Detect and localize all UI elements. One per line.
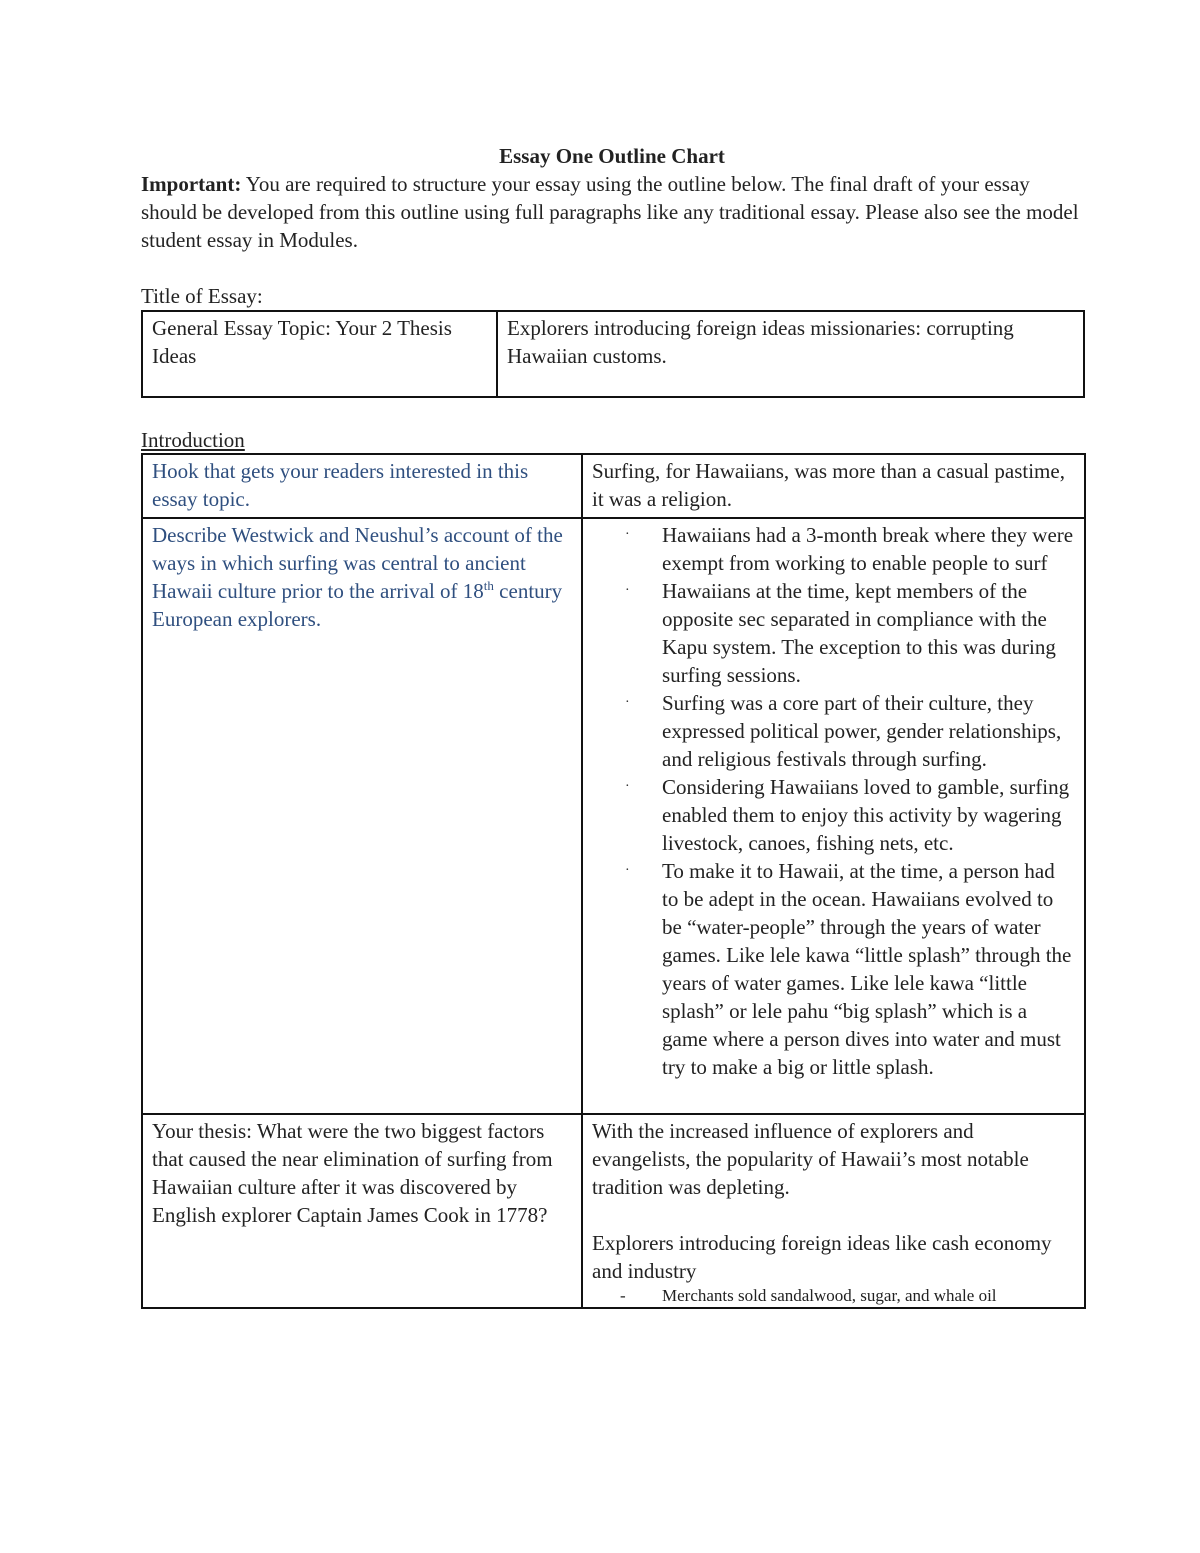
list-item [625,577,1075,689]
bullet-icon: · [625,779,630,794]
ordinal-suffix: th [483,578,494,593]
bullet-icon: · [625,695,630,710]
document-title: Essay One Outline Chart [499,144,725,168]
thesis-answer-paragraph-2: Explorers introducing foreign ideas like cash economy and industry [592,1231,1052,1283]
topic-table [141,310,1085,398]
list-item [625,857,1075,1081]
bullet-icon: · [625,863,630,878]
describe-prompt-text-end: century European explorers. [152,579,563,631]
important-text: You are required to structure your essay using the outline below. The final draft of your essay should be developed from this outline using full paragraphs like any traditional essay. Please also see the model student essay in Modules. [141,172,1079,252]
table-row [142,1114,1085,1308]
list-item [625,521,1075,577]
bullet-text: To make it to Hawaii, at the time, a person had to be adept in the ocean. Hawaiians evolved to be “water-people” through the years of water games. Like lele kawa “little splash” through the years of water games. Like lele kawa “little splash” or lele pahu “big splash” which is a game where a person dives into water and must try to make a big or little splash. [662,859,1072,1079]
bullet-text: Hawaiians had a 3-month break where they were exempt from working to enable people to surf [662,523,1074,575]
list-item [625,773,1075,857]
thesis-prompt-cell: Your thesis: What were the two biggest factors that caused the near elimination of surfing from Hawaiian culture after it was discovered by English explorer Captain James Cook in 1778? [142,1114,582,1308]
bullet-text: Considering Hawaiians loved to gamble, surfing enabled them to enjoy this activity by wagering livestock, canoes, fishing nets, etc. [662,775,1070,855]
list-item [625,689,1075,773]
dash-icon: - [620,1286,626,1305]
thesis-answer-cell [582,1114,1085,1308]
thesis-sub-list [592,1285,1075,1307]
table-row [142,454,1085,518]
hook-prompt-cell: Hook that gets your readers interested in this essay topic. [142,454,582,518]
describe-prompt-text: Describe Westwick and Neushul’s account of the ways in which surfing was central to ancient Hawaii culture prior to the arrival of 18 [152,523,563,603]
hook-answer-cell: Surfing, for Hawaiians, was more than a casual pastime, it was a religion. [582,454,1085,518]
bullet-icon: · [625,583,630,598]
table-row [142,311,1084,397]
title-of-essay-label: Title of Essay: [141,284,263,308]
describe-prompt-cell [142,518,582,1114]
bullet-text: Surfing was a core part of their culture, they expressed political power, gender relationships, and religious festivals through surfing. [662,691,1062,771]
topic-value-cell: Explorers introducing foreign ideas missionaries: corrupting Hawaiian customs. [497,311,1084,397]
paragraph-spacer [592,1201,1075,1229]
introduction-heading: Introduction [141,428,245,452]
thesis-answer-paragraph: With the increased influence of explorers and evangelists, the popularity of Hawaii’s most notable tradition was depleting. [592,1119,1029,1199]
instructions-paragraph [141,170,1083,254]
bullet-text: Hawaiians at the time, kept members of the opposite sec separated in compliance with the Kapu system. The exception to this was during surfing sessions. [662,579,1056,687]
list-item [620,1285,1075,1307]
bullet-icon: · [625,527,630,542]
introduction-table [141,453,1086,1309]
important-label: Important: [141,172,242,196]
topic-label-cell: General Essay Topic: Your 2 Thesis Ideas [142,311,497,397]
sub-bullet-text: Merchants sold sandalwood, sugar, and whale oil [662,1286,997,1305]
table-row [142,518,1085,1114]
describe-bullet-list [592,521,1075,1081]
describe-answer-cell [582,518,1085,1114]
document-page [141,142,1083,1309]
